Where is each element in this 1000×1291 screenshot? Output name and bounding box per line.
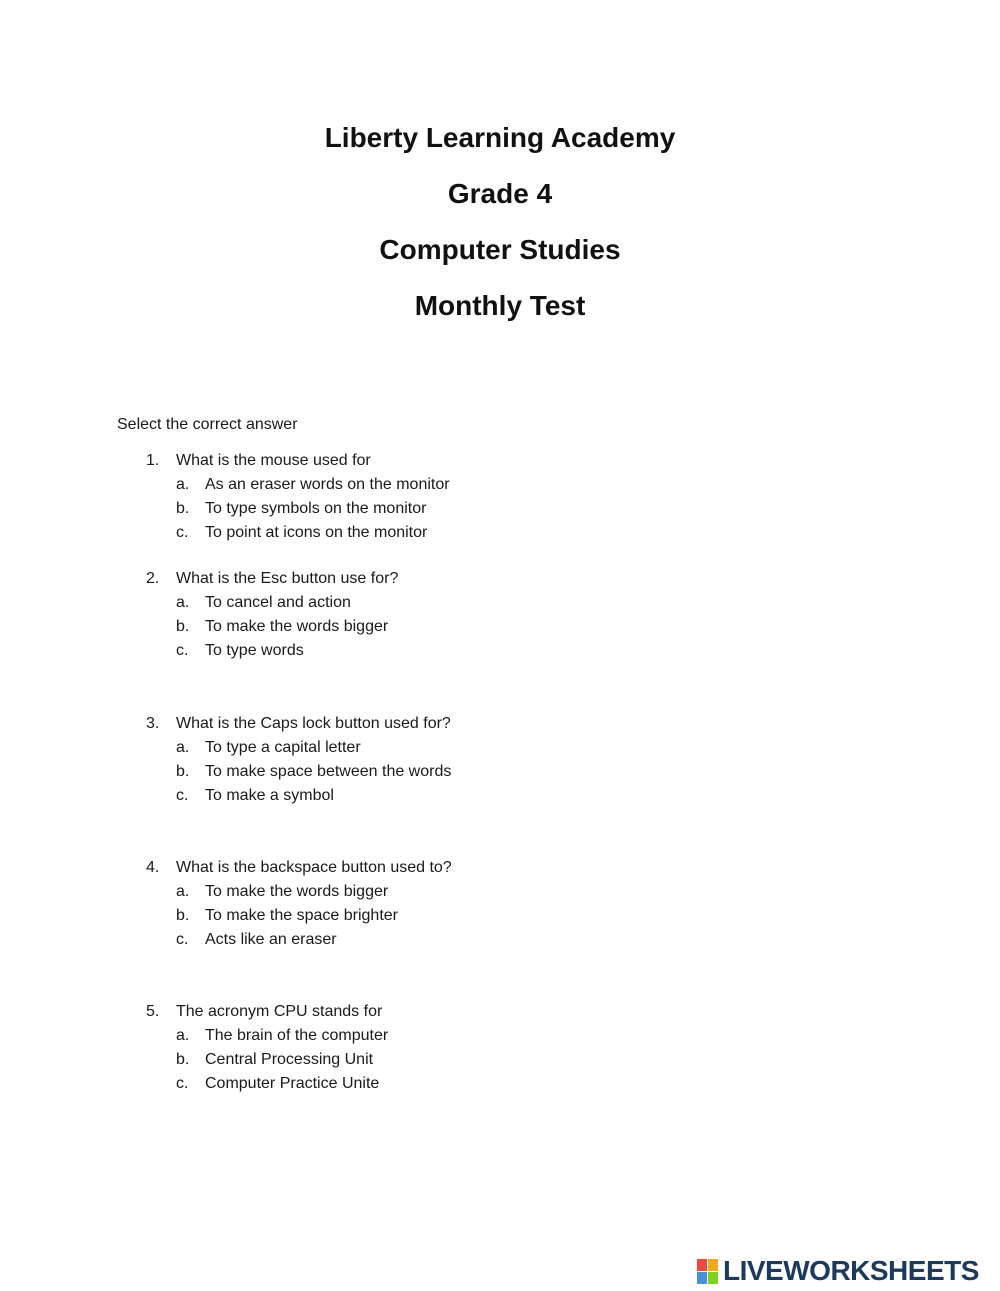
option-4b[interactable]	[0, 905, 700, 927]
option-letter: a.	[176, 594, 190, 611]
option-letter: c.	[176, 931, 189, 948]
subject-title: Computer Studies	[379, 234, 621, 265]
question-number: 4.	[146, 859, 160, 876]
option-1b[interactable]	[0, 498, 700, 520]
option-text: As an eraser words on the monitor	[205, 476, 450, 493]
liveworksheets-logo	[697, 1255, 993, 1287]
option-letter: c.	[176, 642, 189, 659]
option-letter: a.	[176, 1027, 190, 1044]
option-text: To make space between the words	[205, 763, 452, 780]
option-5a[interactable]	[0, 1025, 700, 1047]
option-1a[interactable]	[0, 474, 700, 496]
option-letter: a.	[176, 476, 190, 493]
option-2b[interactable]	[0, 616, 700, 638]
test-title: Monthly Test	[414, 290, 586, 321]
question-text: The acronym CPU stands for	[176, 1003, 383, 1020]
question-text: What is the backspace button used to?	[176, 859, 452, 876]
option-text: To type words	[205, 642, 304, 659]
logo-block-red	[697, 1259, 707, 1271]
option-letter: b.	[176, 1051, 190, 1068]
option-5b[interactable]	[0, 1049, 700, 1071]
option-letter: a.	[176, 739, 190, 756]
question-text: What is the Esc button use for?	[176, 570, 399, 587]
option-letter: b.	[176, 618, 190, 635]
option-letter: b.	[176, 500, 190, 517]
option-letter: c.	[176, 787, 189, 804]
option-text: To cancel and action	[205, 594, 351, 611]
question-text: What is the mouse used for	[176, 452, 371, 469]
option-text: Central Processing Unit	[205, 1051, 374, 1068]
question-number: 5.	[146, 1003, 160, 1020]
option-3b[interactable]	[0, 761, 700, 783]
logo-text: LIVEWORKSHEETS	[723, 1255, 979, 1286]
option-text: To make the words bigger	[205, 618, 389, 635]
option-text: To make a symbol	[205, 787, 334, 804]
option-text: To make the space brighter	[205, 907, 398, 924]
logo-block-orange	[708, 1259, 718, 1271]
option-2c[interactable]	[0, 640, 700, 662]
option-letter: a.	[176, 883, 190, 900]
question-text: What is the Caps lock button used for?	[176, 715, 451, 732]
question-number: 2.	[146, 570, 160, 587]
option-1c[interactable]	[0, 522, 700, 544]
question-number: 1.	[146, 452, 160, 469]
option-text: The brain of the computer	[205, 1027, 389, 1044]
logo-block-green	[708, 1272, 718, 1284]
option-text: To type symbols on the monitor	[205, 500, 427, 517]
grade-title: Grade 4	[447, 178, 553, 209]
option-3c[interactable]	[0, 785, 700, 807]
option-text: To type a capital letter	[205, 739, 361, 756]
option-text: To point at icons on the monitor	[205, 524, 428, 541]
logo-block-blue	[697, 1272, 707, 1284]
instruction-text: Select the correct answer	[117, 416, 298, 433]
option-4c[interactable]	[0, 929, 700, 951]
option-2a[interactable]	[0, 592, 700, 614]
option-text: Acts like an eraser	[205, 931, 337, 948]
option-letter: c.	[176, 1075, 189, 1092]
option-letter: c.	[176, 524, 189, 541]
school-title: Liberty Learning Academy	[324, 122, 676, 153]
logo-blocks-icon	[697, 1259, 719, 1285]
option-text: Computer Practice Unite	[205, 1075, 380, 1092]
option-letter: b.	[176, 763, 190, 780]
option-letter: b.	[176, 907, 190, 924]
option-3a[interactable]	[0, 737, 700, 759]
option-text: To make the words bigger	[205, 883, 389, 900]
option-4a[interactable]	[0, 881, 700, 903]
option-5c[interactable]	[0, 1073, 700, 1095]
question-number: 3.	[146, 715, 160, 732]
